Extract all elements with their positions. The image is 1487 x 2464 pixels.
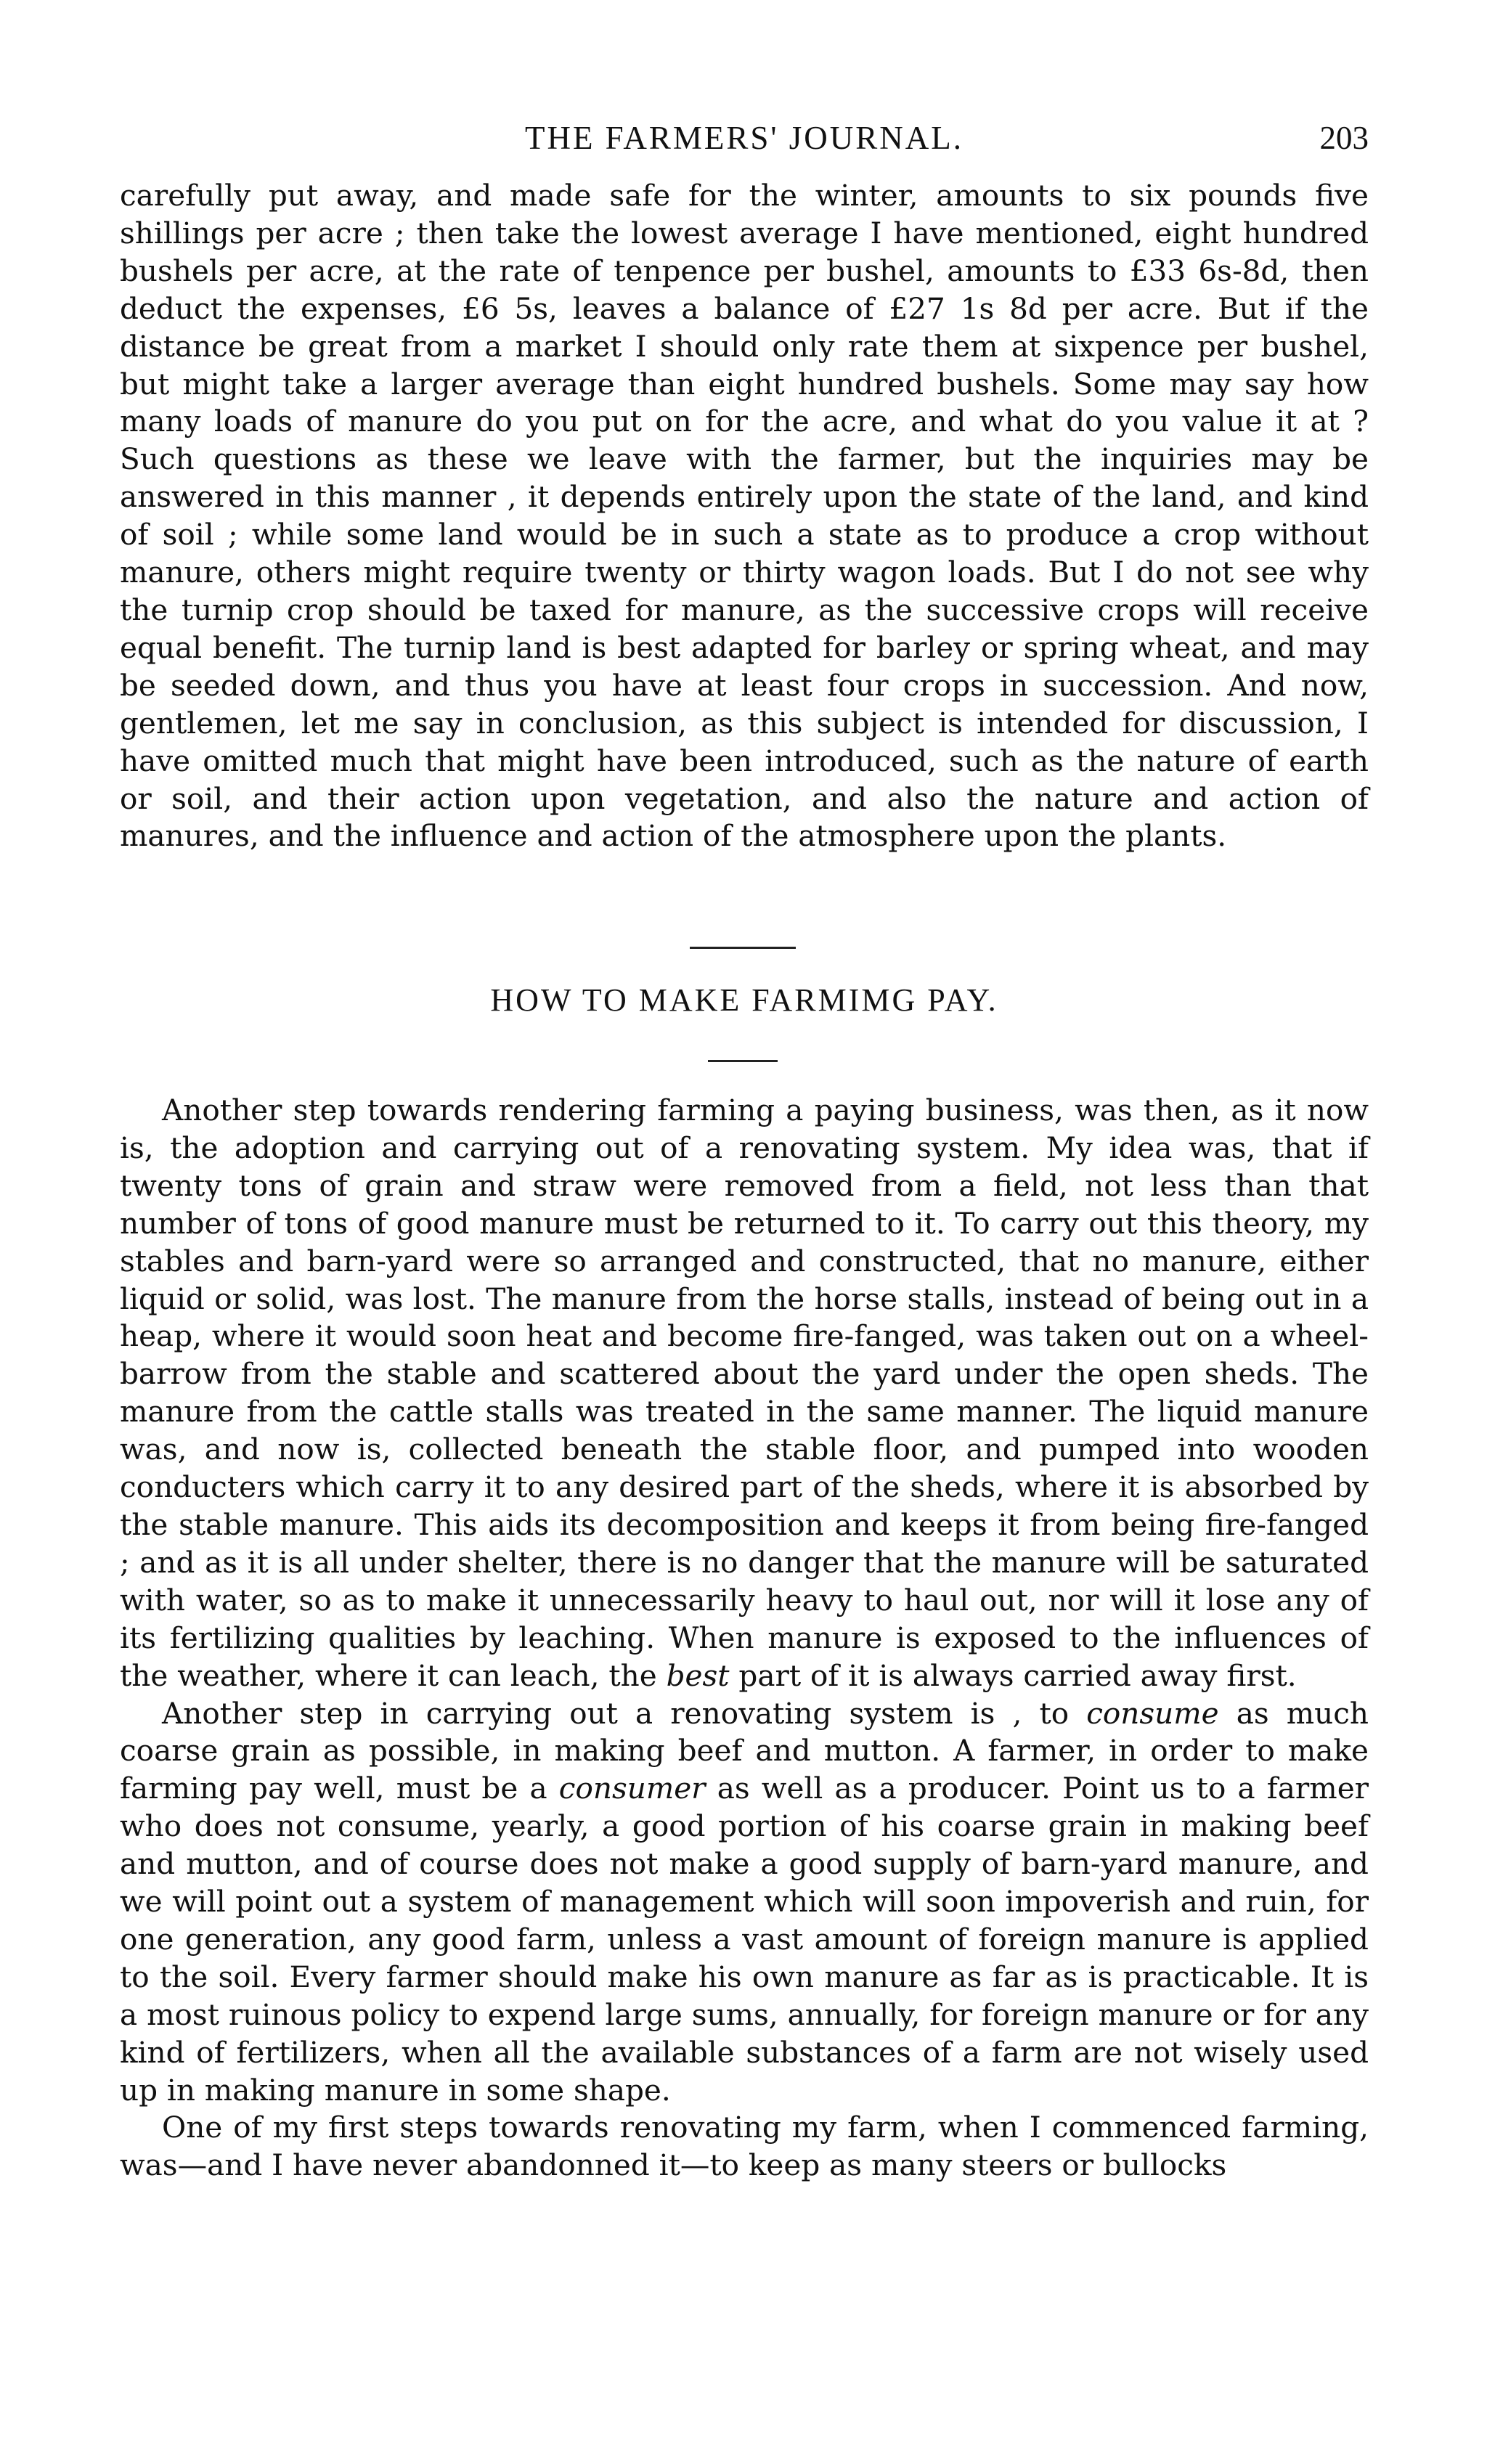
paragraph-1-emphasis: best (666, 1657, 730, 1693)
article-paragraph-1 (120, 1092, 1369, 1695)
continued-paragraph: carefully put away, and made safe for the winter, amounts to six pounds five shillings per acre ; then take the lowest average I have mentioned, eight hundred bushels per acre, at the rate of tenpence per bushel, amounts to £33 6s-8d, then deduct the expenses, £6 5s, leaves a balance of £27 1s 8d per acre. But if the distance be great from a market I should only rate them at sixpence per bushel, but might take a larger average than eight hundred bushels. Some may say how many loads of manure do you put on for the acre, and what do you value it at ? Such questions as these we leave with the farmer, but the inquiries may be answered in this manner , it depends entirely upon the state of the land, and kind of soil ; while some land would be in such a state as to produce a crop without manure, others might require twenty or thirty wagon loads. But I do not see why the turnip crop should be taxed for manure, as the successive crops will receive equal benefit. The turnip land is best adapted for barley or spring wheat, and may be seeded down, and thus you have at least four crops in succession. And now, gentlemen, let me say in conclusion, as this subject is intended for discussion, I have omitted much that might have been introduced, such as the nature of earth or soil, and their action upon vegetation, and also the nature and action of manures, and the influence and action of the atmosphere upon the plants. (120, 178, 1369, 854)
page-number: 203 (1319, 120, 1369, 156)
article-heading: HOW TO MAKE FARMIMG PAY. (490, 982, 998, 1018)
paragraph-2-emphasis-2: consumer (558, 1771, 706, 1806)
continued-paragraph-block (120, 177, 1369, 855)
paragraph-2-part-b: as much coarse grain as possible, in making beef and mutton. A farmer, in order to make farming pay well, must be a (120, 1695, 1369, 1806)
article-body (120, 1092, 1369, 2184)
running-head (120, 116, 1369, 160)
paragraph-1-end: part of it is always carried away first. (738, 1657, 1297, 1693)
journal-title: THE FARMERS' JOURNAL. (524, 120, 964, 156)
paragraph-1-text: Another step towards rendering farming a paying business, was then, as it now is, the adoption and carrying out of a renovating system. My idea was, that if twenty tons of grain and straw were removed from a field, not less than that number of tons of good manure must be returned to it. To carry out this theory, my stables and barn-yard were so arranged and constructed, that no manure, either liquid or solid, was lost. The manure from the horse stalls, instead of being out in a heap, where it would soon heat and become fire-fanged, was taken out on a wheel-barrow from the stable and scattered about the yard under the open sheds. The manure from the cattle stalls was treated in the same manner. The liquid manure was, and now is, collected beneath the stable floor, and pumped into wooden conducters which carry it to any desired part of the sheds, where it is absorbed by the stable manure. This aids its decomposition and keeps it from being fire-fanged ; and as it is all under shelter, there is no danger that the manure will be saturated with water, so as to make it unnecessarily heavy to haul out, nor will it lose any of its fertilizing qualities by leaching. When manure is exposed to the influences of the weather, where it can leach, the (120, 1093, 1369, 1693)
section-divider-bottom (708, 1060, 778, 1062)
section-divider-top (690, 947, 796, 949)
paragraph-2-part-c: as well as a producer. Point us to a farmer who does not consume, yearly, a good portion of his coarse grain in making beef and mutton, and of course does not make a good supply of barn-yard manure, and we will point out a system of management which will soon impoverish and ruin, for one generation, any good farm, unless a vast amount of foreign manure is applied to the soil. Every farmer should make his own manure as far as is practicable. It is a most ruinous policy to expend large sums, annually, for foreign manure or for any kind of fertilizers, when all the available substances of a farm are not wisely used up in making manure in some shape. (120, 1771, 1369, 2108)
article-paragraph-2 (120, 1695, 1369, 2110)
paragraph-2-part-a: Another step in carrying out a renovating system is , to (162, 1695, 1070, 1731)
article-paragraph-3: One of my first steps towards renovating my farm, when I commenced farming, was—and I have never abandonned it—to keep as many steers or bullocks (120, 2110, 1369, 2183)
paragraph-2-emphasis-1: consume (1086, 1695, 1219, 1731)
